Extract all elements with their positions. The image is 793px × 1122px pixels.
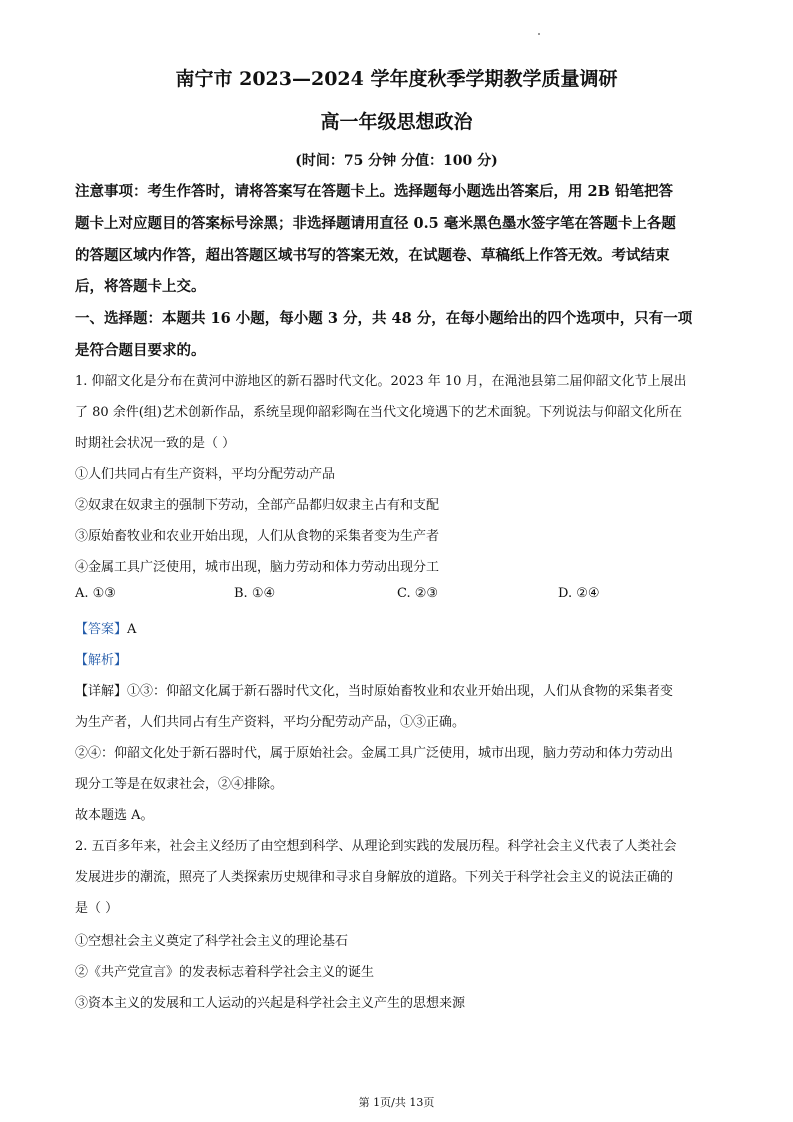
notice-line: 后，将答题卡上交。 <box>75 278 206 295</box>
notice-line: 注意事项：考生作答时，请将答案写在答题卡上。选择题每小题选出答案后，用 2B 铅笔把答 <box>75 183 673 200</box>
q2-item: ①空想社会主义奠定了科学社会主义的理论基石 <box>75 934 349 949</box>
detail-text: ①③：仰韶文化属于新石器时代文化，当时原始畜牧业和农业开始出现，人们从食物的采集者变 <box>127 684 674 699</box>
exam-subject: 高一年级思想政治 <box>320 111 473 133</box>
answer-value: A <box>127 622 137 637</box>
q2-item: ②《共产党宣言》的发表标志着科学社会主义的诞生 <box>75 965 375 980</box>
q1-item: ①人们共同占有生产资料，平均分配劳动产品 <box>75 467 336 482</box>
q1-option-c: C. ②③ <box>397 586 439 601</box>
q1-item: ④金属工具广泛使用，城市出现，脑力劳动和体力劳动出现分工 <box>75 560 440 575</box>
q2-stem: 是（ ） <box>75 901 119 916</box>
q1-option-d: D. ②④ <box>558 586 600 601</box>
q1-option-b: B. ①④ <box>234 586 276 601</box>
q1-stem: 时期社会状况一致的是（ ） <box>75 436 236 451</box>
answer-tag: 【答案】 <box>75 622 128 637</box>
q1-detail: ②④：仰韶文化处于新石器时代，属于原始社会。金属工具广泛使用，城市出现，脑力劳动和体力劳动出 <box>75 746 674 761</box>
q1-detail: 为生产者，人们共同占有生产资料，平均分配劳动产品，①③正确。 <box>75 715 466 730</box>
q1-stem: 了 80 余件(组)艺术创新作品，系统呈现仰韶彩陶在当代文化境遇下的艺术面貌。下列说法与仰韶文化所在 <box>75 405 682 420</box>
q2-stem: 2. 五百多年来，社会主义经历了由空想到科学、从理论到实践的发展历程。科学社会主义代表了人类社会 <box>75 839 677 854</box>
time-score: (时间：75 分钟 分值：100 分) <box>295 153 498 169</box>
notice-line: 题卡上对应题目的答案标号涂黑；非选择题请用直径 0.5 毫米黑色墨水签字笔在答题卡上各题 <box>75 215 676 232</box>
notice-line: 的答题区域内作答，超出答题区域书写的答案无效，在试题卷、草稿纸上作答无效。考试结束 <box>75 247 670 264</box>
q1-stem: 1. 仰韶文化是分布在黄河中游地区的新石器时代文化。2023 年 10 月，在渑池县第二届仰韶文化节上展出 <box>75 374 687 389</box>
q1-item: ②奴隶在奴隶主的强制下劳动，全部产品都归奴隶主占有和支配 <box>75 498 440 513</box>
q1-detail: 故本题选 A。 <box>75 808 154 823</box>
q2-item: ③资本主义的发展和工人运动的兴起是科学社会主义产生的思想来源 <box>75 996 466 1011</box>
q1-detail <box>75 680 673 699</box>
detail-tag: 【详解】 <box>75 684 128 699</box>
q1-detail: 现分工等是在奴隶社会，②④排除。 <box>75 777 284 792</box>
page-number: 第 1页/共 13页 <box>358 1096 435 1109</box>
exam-title: 南宁市 2023—2024 学年度秋季学期教学质量调研 <box>175 68 618 90</box>
q1-option-a: A. ①③ <box>75 586 116 601</box>
analysis-tag: 【解析】 <box>75 653 128 668</box>
q1-answer <box>75 618 136 637</box>
q2-stem: 发展进步的潮流，照亮了人类探索历史规律和寻求自身解放的道路。下列关于科学社会主义的说法正确的 <box>75 870 674 885</box>
q1-item: ③原始畜牧业和农业开始出现，人们从食物的采集者变为生产者 <box>75 529 440 544</box>
section-heading: 一、选择题：本题共 16 小题，每小题 3 分，共 48 分，在每小题给出的四个选项中，只有一项 <box>75 310 693 327</box>
scan-dot <box>538 33 540 35</box>
section-heading: 是符合题目要求的。 <box>75 342 206 359</box>
